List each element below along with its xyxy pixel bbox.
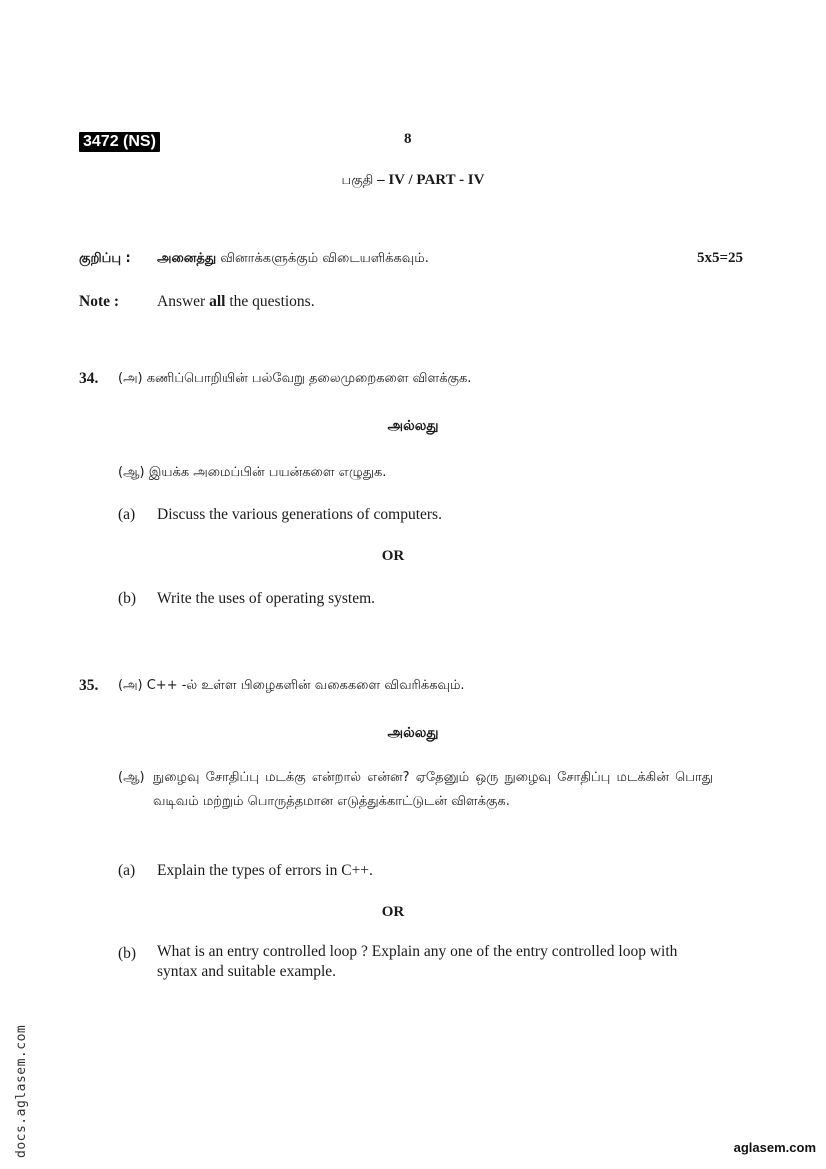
note-text-post: the questions. (225, 293, 315, 310)
instruction-tamil-bold: அனைத்து (157, 251, 217, 266)
question-35-tamil-a (118, 678, 465, 694)
question-35-tamil-b: நுழைவு சோதிப்பு மடக்கு என்றால் என்ன? ஏதேனும் ஒரு நுழைவு சோதிப்பு மடக்கின் பொது வடிவம் மற்றும் பொருத்தமான எடுத்துக்காட்டுடன் விளக்குக. (153, 770, 713, 809)
watermark-url: docs.aglasem.com (14, 1024, 29, 1158)
note-text (157, 293, 315, 311)
footer-brand: aglasem.com (733, 1140, 816, 1155)
option-marker: (அ) (118, 678, 143, 693)
page-number: 8 (404, 131, 412, 147)
question-34-english-b: Write the uses of operating system. (157, 590, 376, 607)
tamil-or-divider: அல்லது (387, 725, 439, 741)
option-marker: (b) (118, 945, 137, 962)
paper-code-badge: 3472 (NS) (79, 132, 160, 152)
part-title-tamil: பகுதி (341, 173, 374, 188)
instruction-tamil-label: குறிப்பு : (79, 251, 131, 266)
question-number: 35. (79, 677, 99, 694)
or-divider: OR (381, 548, 405, 564)
part-title (0, 172, 826, 189)
instruction-tamil-text (157, 251, 429, 267)
option-marker: (a) (118, 506, 136, 523)
note-label: Note : (79, 293, 120, 310)
question-34-english-a: Discuss the various generations of computers. (157, 506, 442, 523)
option-marker: (a) (118, 862, 136, 879)
question-34-tamil-a (118, 371, 471, 387)
option-marker: (ஆ) (118, 770, 145, 785)
option-text: இயக்க அமைப்பின் பயன்களை எழுதுக. (148, 465, 387, 480)
question-35-english-a: Explain the types of errors in C++. (157, 862, 373, 879)
question-35-english-b: What is an entry controlled loop ? Explain any one of the entry controlled loop with syntax and suitable example. (157, 943, 678, 980)
tamil-or-divider: அல்லது (387, 418, 439, 434)
question-number: 34. (79, 370, 99, 387)
option-marker: (ஆ) (118, 465, 145, 480)
marks-allocation: 5x5=25 (697, 250, 744, 266)
option-text: C++ -ல் உள்ள பிழைகளின் வகைகளை விவரிக்கவும். (146, 678, 465, 693)
part-title-english: – IV / PART - IV (377, 172, 485, 188)
option-text: கணிப்பொறியின் பல்வேறு தலைமுறைகளை விளக்குக. (146, 371, 472, 386)
note-text-pre: Answer (157, 293, 210, 310)
or-divider: OR (381, 904, 405, 920)
option-marker: (அ) (118, 371, 143, 386)
option-marker: (b) (118, 590, 137, 607)
note-text-bold: all (209, 293, 226, 310)
question-34-tamil-b (118, 465, 386, 481)
instruction-tamil-rest: வினாக்களுக்கும் விடையளிக்கவும். (220, 251, 429, 266)
